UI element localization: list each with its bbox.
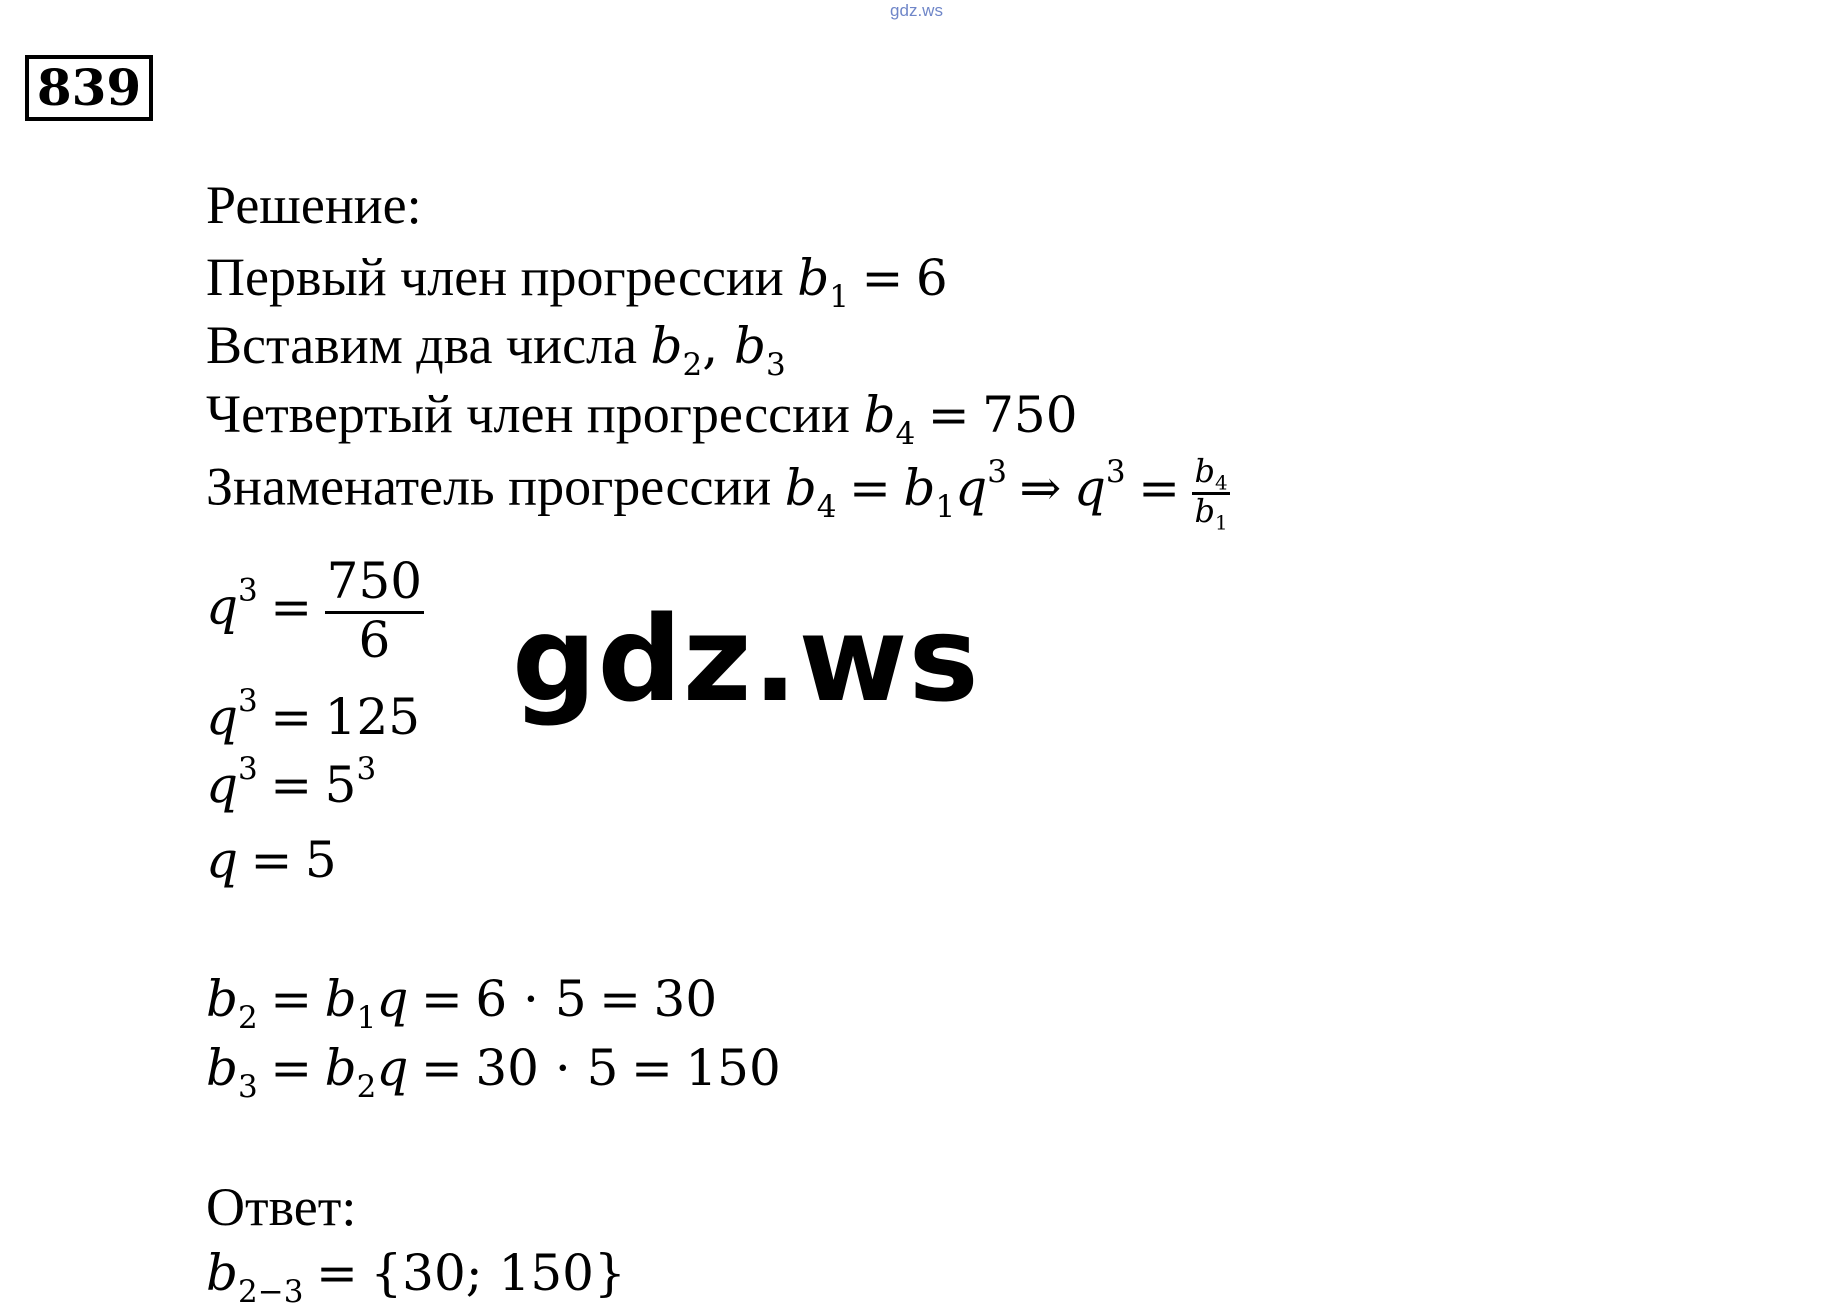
gdz-watermark-logo: gdz.ws [512,590,980,728]
first-term-formula [797,249,948,315]
b-var: b [903,458,936,517]
value: 5 [304,831,337,889]
result: 30 [653,970,718,1028]
b-var: b [734,317,767,375]
value: 750 [982,386,1078,444]
equals-sign: = [270,970,313,1028]
top-watermark: gdz.ws [890,1,943,20]
equals-sign: = [315,1244,358,1302]
subscript: 2 [238,999,258,1036]
q-var: q [206,756,239,814]
superscript: 3 [238,750,258,787]
b-var: b [206,1244,239,1302]
step-q-result [206,831,337,889]
subscript: 4 [1214,471,1228,495]
step-fraction [206,552,424,669]
q-var: q [206,577,239,636]
equals-sign: = [250,831,293,889]
b3-calculation [206,1039,781,1105]
answer-formula [206,1244,626,1310]
equals-sign: = [270,1039,313,1097]
fourth-term-formula [863,386,1078,452]
base: 5 [324,756,357,814]
equals-sign: = [599,970,642,1028]
subscript: 2 [682,346,703,383]
equals-sign: = [1138,458,1180,517]
insert-numbers-line [206,315,786,383]
superscript: 3 [356,750,377,787]
fourth-term-line [206,384,1078,452]
implies-sign: ⇒ [1019,458,1062,517]
subscript: 4 [816,488,837,525]
ratio-line [206,452,1230,535]
subscript: 1 [935,488,956,525]
answer-set: {30; 150} [370,1244,626,1302]
result: 150 [685,1039,781,1097]
first-term-line [206,247,948,315]
fraction-denominator: 6 [358,610,391,669]
product: 30 · 5 [475,1039,619,1097]
q-var: q [376,1039,409,1097]
step-fraction-value [325,552,424,669]
equals-sign: = [420,970,463,1028]
q-var: q [376,970,409,1028]
ratio-fraction [1192,452,1229,535]
fraction-numerator: 750 [325,555,424,614]
b-var: b [324,970,357,1028]
insert-numbers-formula [650,317,786,383]
b2-calculation [206,970,718,1036]
value: 125 [324,688,421,746]
b-var: b [206,970,239,1028]
superscript: 3 [1105,453,1126,490]
first-term-text: Первый член прогрессии [206,247,784,307]
fraction-numerator [1192,452,1229,495]
solution-heading: Решение: [206,175,422,235]
b-var: b [1194,452,1215,490]
subscript: 1 [356,999,377,1036]
b-var: b [797,249,830,307]
product: 6 · 5 [475,970,587,1028]
answer-label: Ответ: [206,1177,357,1237]
b-var: b [863,386,896,444]
superscript: 3 [238,572,258,609]
equals-sign: = [270,577,313,636]
subscript: 1 [1214,511,1228,535]
b-var: b [784,458,817,517]
equals-sign: = [861,249,904,307]
b-var: b [650,317,683,375]
b-var: b [1194,491,1215,530]
equals-sign: = [270,756,313,814]
subscript: 3 [766,346,786,383]
equals-sign: = [420,1039,463,1097]
q-var: q [955,458,988,517]
subscript: 1 [829,278,849,315]
ratio-formula [784,452,1230,535]
equals-sign: = [630,1039,673,1097]
ratio-text: Знаменатель прогрессии [206,456,772,517]
fraction-denominator [1192,491,1229,535]
equals-sign: = [927,386,970,444]
subscript: 3 [238,1068,258,1105]
equals-sign: = [270,688,313,746]
superscript: 3 [987,453,1007,490]
insert-numbers-text: Вставим два числа [206,315,637,375]
subscript: 2−3 [238,1273,304,1310]
task-number-box: 839 [25,55,153,121]
step-125 [206,682,421,746]
b-var: b [324,1039,357,1097]
subscript: 4 [895,415,916,452]
q-var: q [206,831,239,889]
value: 6 [915,249,948,307]
q-var: q [1073,458,1106,517]
q-var: q [206,688,239,746]
comma: , [702,317,719,375]
equals-sign: = [849,458,891,517]
fourth-term-text: Четвертый член прогрессии [206,384,850,444]
step-power [206,750,377,814]
superscript: 3 [238,682,258,719]
b-var: b [206,1039,239,1097]
subscript: 2 [356,1068,377,1105]
